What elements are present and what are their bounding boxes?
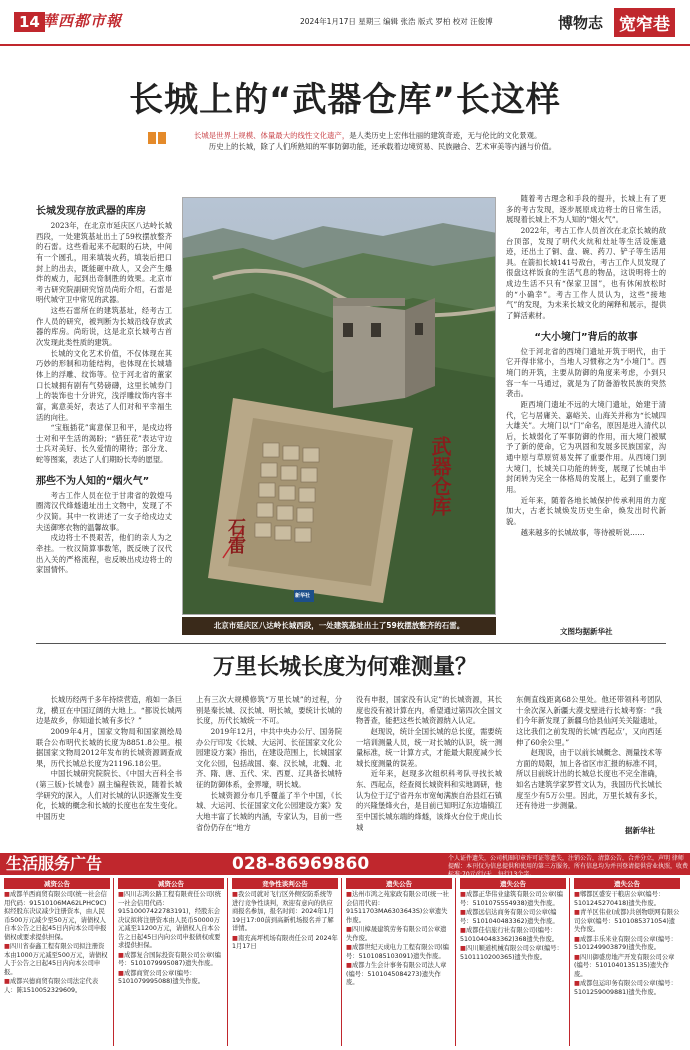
section-badge: 宽窄巷 [614, 8, 675, 37]
article2-column-4 [516, 695, 662, 812]
paragraph: 距西境门遗址不远的大境门遗址，始建于清代，它与居庸关、嘉峪关、山海关并称为“长城四大雄关”。大境门以“门”命名，原因是进入清代以后，长城弱化了军事防御的作用，而大境门被赋予了新的使命，它为巩固和发展多民族国家，沟通中原与草原贸易发挥了重要作用。从西境门到大境门，长城关口功能的转变，展现了长城由半封闭转为完全一体格局的发展上，起到了重要作用。 [506, 399, 666, 495]
photo-label-arms-storage: 武器仓库 [428, 436, 452, 516]
paragraph: 2009年4月，国家文物局和国家测绘局联合公布明代长城的长度为8851.8公里。根据国家文物局2012年发布的长城资源调查成果，历代长城总长度为21196.18公里。 [36, 726, 182, 768]
article2-credit: 据新华社 [625, 826, 655, 835]
paragraph: 上有三次大规模修筑“万里长城”的过程，分别是秦长城、汉长城、明长城，要统计长城的长度，历代长城统一不可。 [196, 695, 342, 726]
paragraph: 考古工作人员在位于甘肃省的敦煌马圈湾汉代烽燧遗址出土文物中，发现了不少汉简。其中一枚讲述了一女子给戍边丈夫送御寒衣物的温馨故事。 [36, 490, 172, 532]
article-photo [182, 197, 496, 615]
ad-banner-description: 个人证件遗失，公司机圈印章许可证等遗失，注销公告，清算公告，合并分立，声明 律师提醒：本刊仅为信息提供和使用的第三方服务，所有信息均为并刊登请提供营业执照，收费标准:70元/行/天，每行13个字。 [448, 855, 689, 878]
paragraph: 中国长城研究院院长、《中国大百科全书(第三版)·长城卷》副主编程铁说，随着长城学研究的深入，人们对长城的认识逐渐发生变化，长城的概念和长城的长度也在发生变化。中国历史 [36, 769, 182, 822]
paragraph: 长城资源分布几乎覆盖了半个中国，《长城、大运河、长征国家文化公园建设方案》发大地丰富了长城的内涵，专家认为，目前一些省份仍存在“地方 [196, 790, 342, 832]
ad-item: ■ 四川省泰鑫工程有限公司拟注册资本由1000万元减至500万元，请债权人于公告之日起45日内向本公司申报。 [4, 943, 110, 977]
paragraph: 位于河北省的西境门遗址开筑于明代，由于它开得非常小，当地人习惯称之为“小境门”。西境门的开筑，主要从防御的角度来考虑，小到只容一车一马通过，就是为了防备游牧民族的突然袭击。 [506, 346, 666, 399]
ad-divider [455, 878, 456, 1046]
paragraph: 赵现说，由于以前长城概念、测量技术等方面的局限，加上各省区市汇报的标准不同，所以目前统计出的长城总长度也不完全准确，如名古建筑学家罗哲文认为，我国历代长城长度至少有5万公里。因此，万里长城有多长，还有待进一步测量。 [516, 748, 662, 811]
paragraph: 近年来，随着各地长城保护传承利用的力度加大，古老长城焕发历史生命，焕发出时代新貌。 [506, 495, 666, 526]
ad-column [346, 878, 452, 1046]
ad-column [232, 878, 338, 1046]
ad-item: ■ 成都羊西商贸有限公司(统一社会信用代码：91510106MA62LPHC9C)拟经股东决议减少注册资本，由人民币500万元减少至50万元，请债权人自本公告之日起45日内向本公司申报债权或要求提供担保。 [4, 891, 110, 942]
ad-item: ■ 四川顺道机械有限公司公章(编号：5101110200365)遗失作废。 [460, 945, 566, 962]
ad-item: ■ 成都商贸公司公章(编号：5101079995088)遗失作废。 [118, 970, 224, 987]
ad-column [574, 878, 680, 1046]
paragraph: 戍边将士不畏艰苦，他们的亲人为之牵挂。一枚汉简算事数笔，既反映了汉代出入关的严格流程，也反映出戍边将士的家国情怀。 [36, 533, 172, 575]
ad-banner-title: 生活服务广告 [6, 854, 103, 873]
paragraph: 长城的文化艺术价值，不仅体现在其巧妙的形制和功能结构，也体现在长城墙体上的浮雕、纹饰等。位于河北省的董家口长城拥有剧有气势磅礴，这里长城券门上的装饰也十分讲究，浅浮雕纹饰内容丰富，寓意美好，表达了人们对和平幸福生活的向往。 [36, 348, 172, 422]
paragraph: “宝瓶插花”寓意保卫和平，是戍边将士对和平生活的渴盼；“猎狂花”表达守边士兵对美好、长久爱情的期待；部分龙、蛇等图案，表达了人们期盼长寿的愿望。 [36, 423, 172, 465]
ad-item: ■ 成都正华伟业建筑有限公司公章(编号：5101075554938)遗失作废。 [460, 891, 566, 908]
paragraph: 2022年，考古工作人员首次在北京长城的敌台顶部，发现了明代火炕和灶址等生活设施遗迹，还出土了铜、盘、碗、药刀、铲子等生活用具。在箭扣长城141号敌台，考古工作人员发现了很盘这样饭食的生活气息的物品，这说明将士的成边生活不只有“保家卫国”，也有休闲放松时的“小确幸”。考古工作人员认为，这些“接地气”的发现，为未来长城文化的阐释和展示，提供了鲜活素材。 [506, 225, 666, 321]
paragraph: 随着考古理念和手段的提升，长城上有了更多的考古发现，逐步展原成边将士的日常生活，展现着长城上不为人知的“烟火气”。 [506, 194, 666, 225]
ad-column-heading: 遗失公告 [346, 878, 452, 889]
paragraph: 这些石雷所在的建筑基址，经考古工作人员的研究，被判断为长城沿线存放武器的库房。尚珩说，这是北京长城考古首次发现此类性质的建筑。 [36, 306, 172, 348]
ad-column-heading: 竞争性谈判公告 [232, 878, 338, 889]
subheading: 长城发现存放武器的库房 [36, 206, 146, 217]
ad-divider [569, 878, 570, 1046]
ad-column-heading: 减资公告 [118, 878, 224, 889]
article2-column-2 [196, 695, 342, 833]
paragraph: 没有申报，国家没有认定”的长城资源，其长度也没有被计算在内，希望通过第四次全国文物普查，能把这些长城资源纳入认定。 [356, 695, 502, 726]
issue-meta: 2024年1月17日 星期三 编辑 张浩 版式 罗柏 校对 汪俊博 [300, 17, 493, 26]
divider [36, 643, 666, 644]
ad-banner [0, 853, 690, 878]
ad-column-heading: 减资公告 [4, 878, 110, 889]
ad-item: ■ 四川樟晟建筑劳务有限公司公章遗失作废。 [346, 926, 452, 943]
section-name: 博物志 [558, 14, 604, 32]
subheading: “大小境门”背后的故事 [534, 331, 638, 343]
lead-text-2: 历史上的长城，除了人们所熟知的军事防御功能，还承载着边境贸易、民族融合、艺术审美等内涵与价值。 [208, 142, 557, 152]
paragraph: 2023年，在北京市延庆区八达岭长城西段，一处建筑基址出土了59枚摆放整齐的石雷。这些看起来不起眼的石块，中间有一个圆孔，用来填装火药，填装后把口封上的出去，既能砸中敌人，又会产生爆炸的威力，起到出奇制胜的效果。北京市考古研究院副研究馆员尚珩介绍，石雷是明代城守卫中常见的武器。 [36, 221, 172, 305]
article2-title: 万里长城长度为何难测量？ [212, 655, 477, 680]
ad-item: ■ 郫都区盛安干粮店公章(编号：5101245270418)遗失作废。 [574, 891, 680, 908]
ad-item: ■ 达州市鸿之苑家政有限公司(统一社会信用代码：91511703MA6303643S)公章遗失作废。 [346, 891, 452, 925]
quote-icon [148, 132, 182, 146]
ad-item: ■ 成都兴德商贸有限公司法定代表人：陈1510052329609。 [4, 978, 110, 995]
paragraph: 2019年12月，中共中央办公厅、国务院办公厅印发《长城、大运河、长征国家文化公园建设方案》指出，在建设范围上，长城国家文化公园，包括战国、秦、汉长城，北魏、北齐、隋、唐、五代、宋、西夏、辽具备长城特征的防御体系，金界壕，明长城。 [196, 726, 342, 790]
ad-item: ■ 青羊区伟业(成都)共创物联网有限公司公章(编号：5101085371054)遗失作废。 [574, 909, 680, 935]
paragraph: 东侧直线距离68公里处。他还带领科考团队十余次深入新疆大漠戈壁进行长城考察：“我们今年新发现了新疆乌恰县仙河关关隘遗址，这比我们之前发现的长城‘西起点’，又向西延伸了60余公里。” [516, 695, 662, 747]
paragraph: 赵现说，统计全国长城的总长度，需要统一培训测量人员，统一对长城的认识，统一测量标准，统一计算方式，才能最大限度减少长城长度测量的误差。 [356, 726, 502, 768]
ad-item: ■ 成都佳信旅行社有限公司(编号：5101040483362)368遗失作废。 [460, 927, 566, 944]
article-title: 长城上的“武器仓库”长这样 [129, 80, 561, 120]
ad-divider [341, 878, 342, 1046]
photo-caption: 北京市延庆区八达岭长城西段，一处建筑基址出土了59枚摆放整齐的石雷。 [182, 617, 496, 635]
newspaper-name: 華西都市報 [42, 12, 123, 30]
lead-highlight: 长城是世界上规模、体量最大的线性文化遗产， [194, 131, 350, 140]
article-left-column [36, 196, 172, 576]
ad-divider [113, 878, 114, 1046]
article-right-column [506, 194, 666, 538]
paragraph: 长城历经两千多年持续营造，痕如一条巨龙，横亘在中国辽阔的大地上。“都说长城两边是故乡，你知道长城有多长？” [36, 695, 182, 726]
photo-label-stone-mines: 石雷 [225, 518, 246, 554]
ad-item: ■ 四川志鸿公路工程有限责任公司(统一社会信用代码：91510007422783191)，经股东会决议拟将注册资本由人民币50000万元减至11200万元，请债权人自本公告之日起45日内向公司申报债权或要求提供担保。 [118, 891, 224, 951]
ad-item: ■ 成都世纪天成电力工程有限公司(编号：5101085103091)遗失作废。 [346, 944, 452, 961]
article-lead [194, 130, 664, 153]
photo-agency-badge: 新华社 [295, 593, 311, 599]
ad-divider [227, 878, 228, 1046]
article-credit: 文图均据新华社 [560, 627, 613, 636]
ad-item: ■ 我公司就对飞行区外侧安防系统等进行竞争性谈判，欢迎有意向的供应商报名参加，报名时间：2024年1月19日17:00前到高新机场报名并了解详情。 [232, 891, 338, 934]
ad-item: ■ 成都复合国际投资有限公司公章(编号：5101079995087)遗失作废。 [118, 952, 224, 969]
ad-column-heading: 遗失公告 [460, 878, 566, 889]
page-header [0, 0, 690, 46]
paragraph: 近年来，赵现多次组织科考队寻找长城东、西起点，经查阅长城资料和实地调研，他认为位于辽宁省丹东市宽甸满族自治县红石镇的兴隆堡烽火台，是目前已知明辽东边墙镇江至中国长城东端的烽燧，该烽火台位于虎山长城 [356, 769, 502, 832]
ad-item: ■ 成都远信达商务有限公司公章(编号：5101040483362)遗失作废。 [460, 909, 566, 926]
ad-column [4, 878, 110, 1046]
article2-column-1 [36, 695, 182, 823]
ad-phone-number: 028-86969860 [232, 854, 370, 874]
ad-item: ■ 四川御盛房地产开发有限公司公章(编号：5101040135135)遗失作废。 [574, 954, 680, 980]
subheading: 那些不为人知的“烟火气” [36, 475, 150, 487]
ad-column-heading: 遗失公告 [574, 878, 680, 889]
ad-column [118, 878, 224, 1046]
page-number: 14 [14, 12, 45, 32]
lead-text: 是人类历史上宏伟壮丽的建筑奇迹，无与伦比的文化景观。 [349, 131, 542, 140]
paragraph: 越来越多的长城故事，等待被听说…… [520, 527, 645, 537]
ad-item: ■ 成都丰乐米业有限公司公章(编号：5101249903879)遗失作废。 [574, 936, 680, 953]
ad-item: ■ 成都力生会计事务有限公司法人章(编号：5101045084273)遗失作废。 [346, 962, 452, 988]
ad-column [460, 878, 566, 1046]
ad-item: ■ 南充高坪机场有限责任公司 2024年1月17日 [232, 935, 338, 952]
ad-item: ■ 成都包运印务有限公司公章(编号：5101259009881)遗失作废。 [574, 980, 680, 997]
article2-column-3 [356, 695, 502, 833]
